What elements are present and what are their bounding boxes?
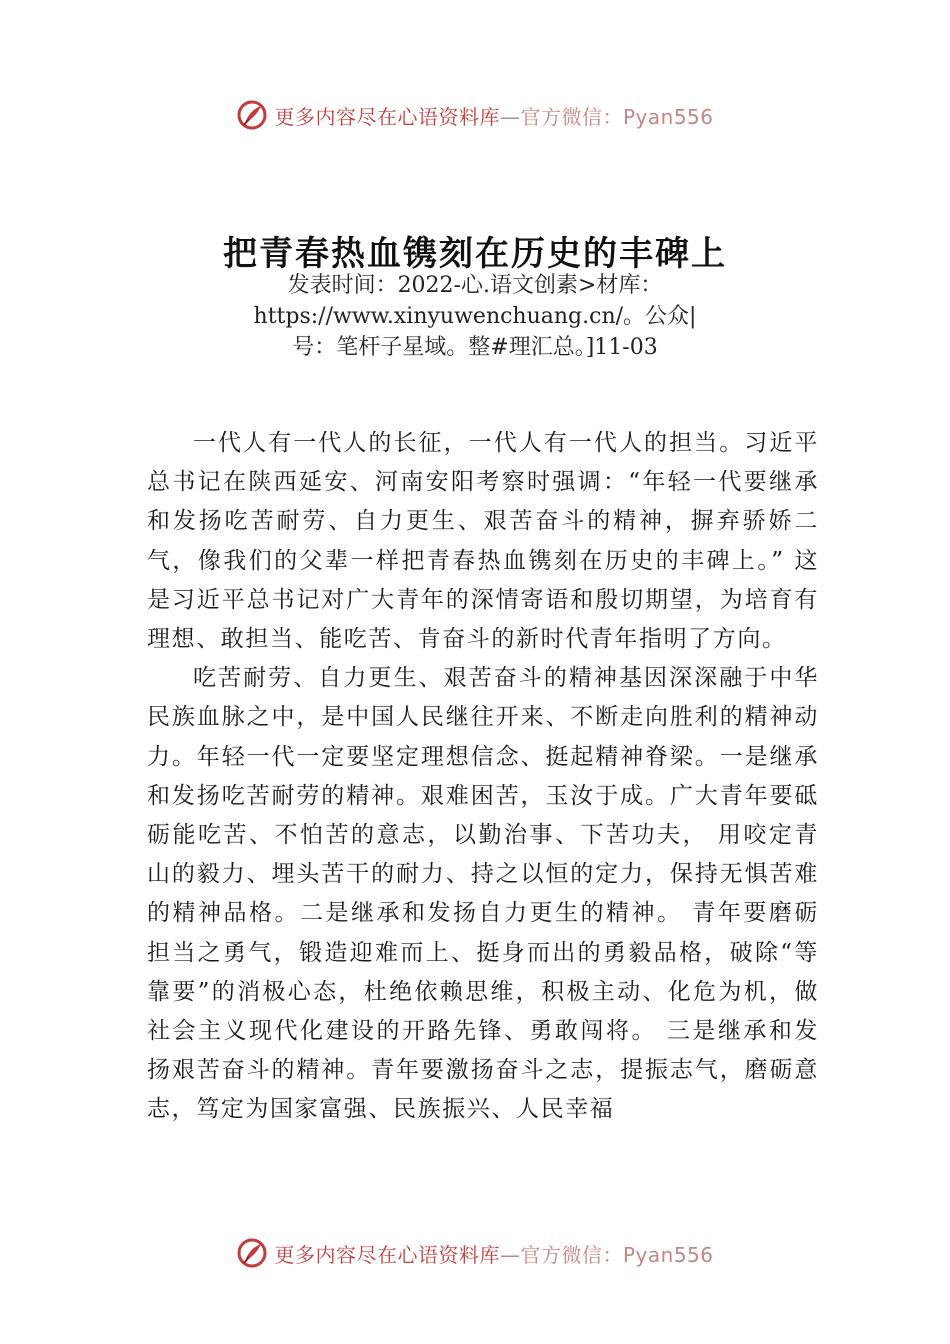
article-body	[147, 424, 819, 1130]
banner-main-text: 更多内容尽在心语资料库	[274, 104, 500, 129]
banner-dash: —	[499, 104, 521, 129]
quill-pen-logo-icon	[236, 99, 268, 131]
meta-line-3: 号：笔杆子星域。整#理汇总。]11-03	[292, 335, 658, 360]
banner-text	[274, 101, 713, 130]
publish-meta	[0, 270, 950, 363]
header-banner	[0, 95, 950, 135]
banner-text	[274, 1239, 713, 1268]
banner-dash: —	[499, 1242, 521, 1267]
meta-line-1: 发表时间：2022-心.语文创素>材库：	[287, 273, 663, 298]
footer-banner	[0, 1233, 950, 1273]
quill-pen-logo-icon	[236, 1237, 268, 1269]
article-title: 把青春热血镌刻在历史的丰碑上	[223, 233, 727, 274]
banner-wechat-id: Pyan556	[622, 104, 714, 129]
meta-line-2: https://www.xinyuwenchuang.cn/。公众|	[253, 304, 697, 329]
banner-wechat-label: 官方微信：	[520, 1242, 623, 1267]
paragraph: 一代人有一代人的长征，一代人有一代人的担当。习近平总书记在陕西延安、河南安阳考察时强调：“年轻一代要继承和发扬吃苦耐劳、自力更生、艰苦奋斗的精神，摒弃骄娇二气，像我们的父辈一样把青春热血镌刻在历史的丰碑上。” 这是习近平总书记对广大青年的深情寄语和殷切期望，为培育有理想、敢担当、能吃苦、肯奋斗的新时代青年指明了方向。	[147, 430, 819, 653]
banner-wechat-id: Pyan556	[622, 1242, 714, 1267]
banner-wechat-label: 官方微信：	[520, 104, 623, 129]
banner-main-text: 更多内容尽在心语资料库	[274, 1242, 500, 1267]
paragraph: 吃苦耐劳、自力更生、艰苦奋斗的精神基因深深融于中华民族血脉之中，是中国人民继往开来、不断走向胜利的精神动力。年轻一代一定要坚定理想信念、挺起精神脊梁。一是继承和发扬吃苦耐劳的精神。艰难困苦，玉汝于成。广大青年要砥砺能吃苦、不怕苦的意志，以勤治事、下苦功夫， 用咬定青山的毅力、埋头苦干的耐力、持之以恒的定力，保持无惧苦难的精神品格。二是继承和发扬自力更生的精神。 青年要磨砺担当之勇气，锻造迎难而上、挺身而出的勇毅品格，破除“等靠要”的消极心态，杜绝依赖思维，积极主动、化危为机，做社会主义现代化建设的开路先锋、勇敢闯将。 三是继承和发扬艰苦奋斗的精神。青年要激扬奋斗之志，提振志气，磨砺意志，笃定为国家富强、民族振兴、人民幸福	[147, 665, 819, 1123]
